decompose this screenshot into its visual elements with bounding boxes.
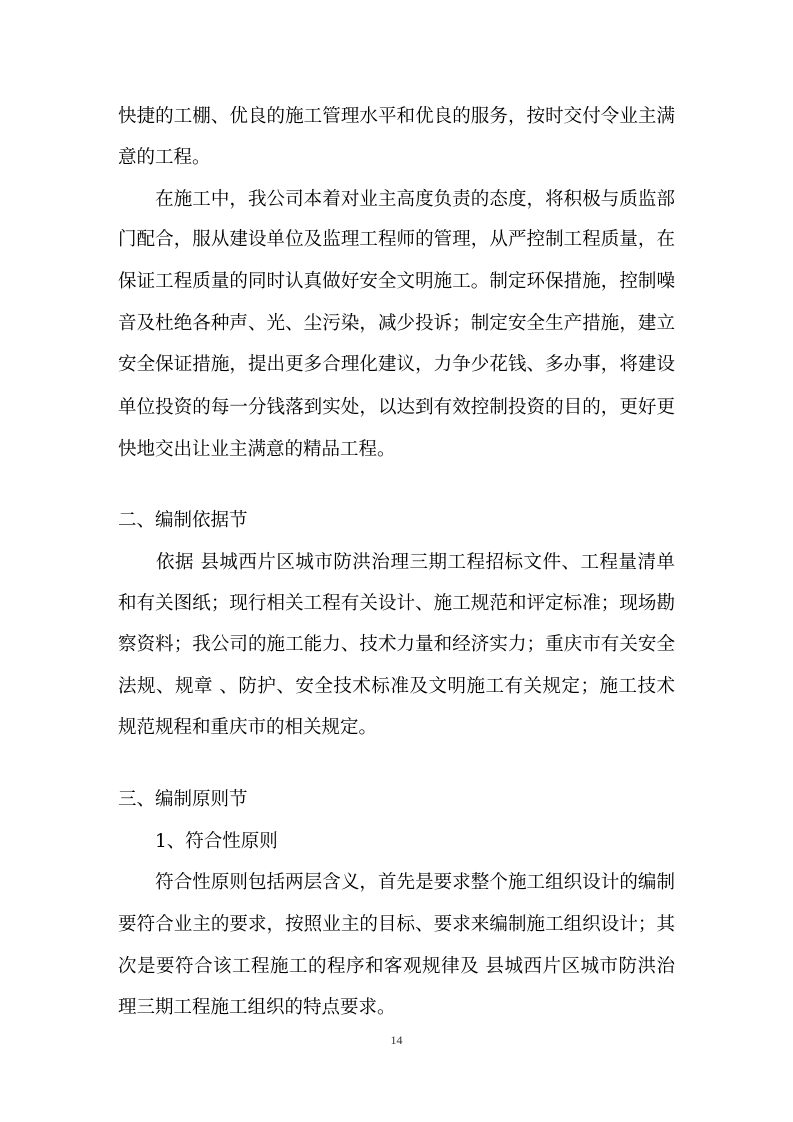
text-line: 保证工程质量的同时认真做好安全文明施工。制定环保措施，控制噪: [118, 271, 675, 292]
text-line: 理三期工程施工组织的特点要求。: [118, 997, 396, 1018]
text-line: 意的工程。: [118, 147, 211, 168]
text-line: 法规、规章 、防护、安全技术标准及文明施工有关规定；施工技术: [118, 676, 675, 697]
section-heading-principles: 三、编制原则节: [118, 789, 248, 810]
text-line: 次是要符合该工程施工的程序和客观规律及 县城西片区城市防洪治: [118, 956, 675, 977]
text-line: 安全保证措施，提出更多合理化建议，力争少花钱、多办事，将建设: [118, 354, 675, 375]
text-line: 音及杜绝各种声、光、尘污染，减少投诉；制定安全生产措施，建立: [118, 313, 675, 334]
text-line: 门配合，服从建设单位及监理工程师的管理，从严控制工程质量，在: [118, 229, 675, 250]
text-line: 和有关图纸；现行相关工程有关设计、施工规范和评定标准；现场勘: [118, 593, 675, 614]
page-number: 14: [390, 1033, 403, 1047]
text-line: 规范规程和重庆市的相关规定。: [118, 717, 378, 738]
section-heading-basis: 二、编制依据节: [118, 510, 248, 531]
text-line: 依据 县城西片区城市防洪治理三期工程招标文件、工程量清单: [118, 552, 675, 573]
subheading-conformity-principle: 1、符合性原则: [118, 831, 278, 852]
text-line: 察资料；我公司的施工能力、技术力量和经济实力；重庆市有关安全: [118, 634, 675, 655]
text-line: 单位投资的每一分钱落到实处，以达到有效控制投资的目的，更好更: [118, 397, 675, 418]
text-line: 在施工中，我公司本着对业主高度负责的态度，将积极与质监部: [118, 189, 675, 210]
text-line: 要符合业主的要求，按照业主的目标、要求来编制施工组织设计；其: [118, 914, 675, 935]
text-line: 快捷的工棚、优良的施工管理水平和优良的服务，按时交付令业主满: [118, 106, 675, 127]
text-line: 符合性原则包括两层含义，首先是要求整个施工组织设计的编制: [118, 872, 675, 893]
text-line: 快地交出让业主满意的精品工程。: [118, 439, 396, 460]
